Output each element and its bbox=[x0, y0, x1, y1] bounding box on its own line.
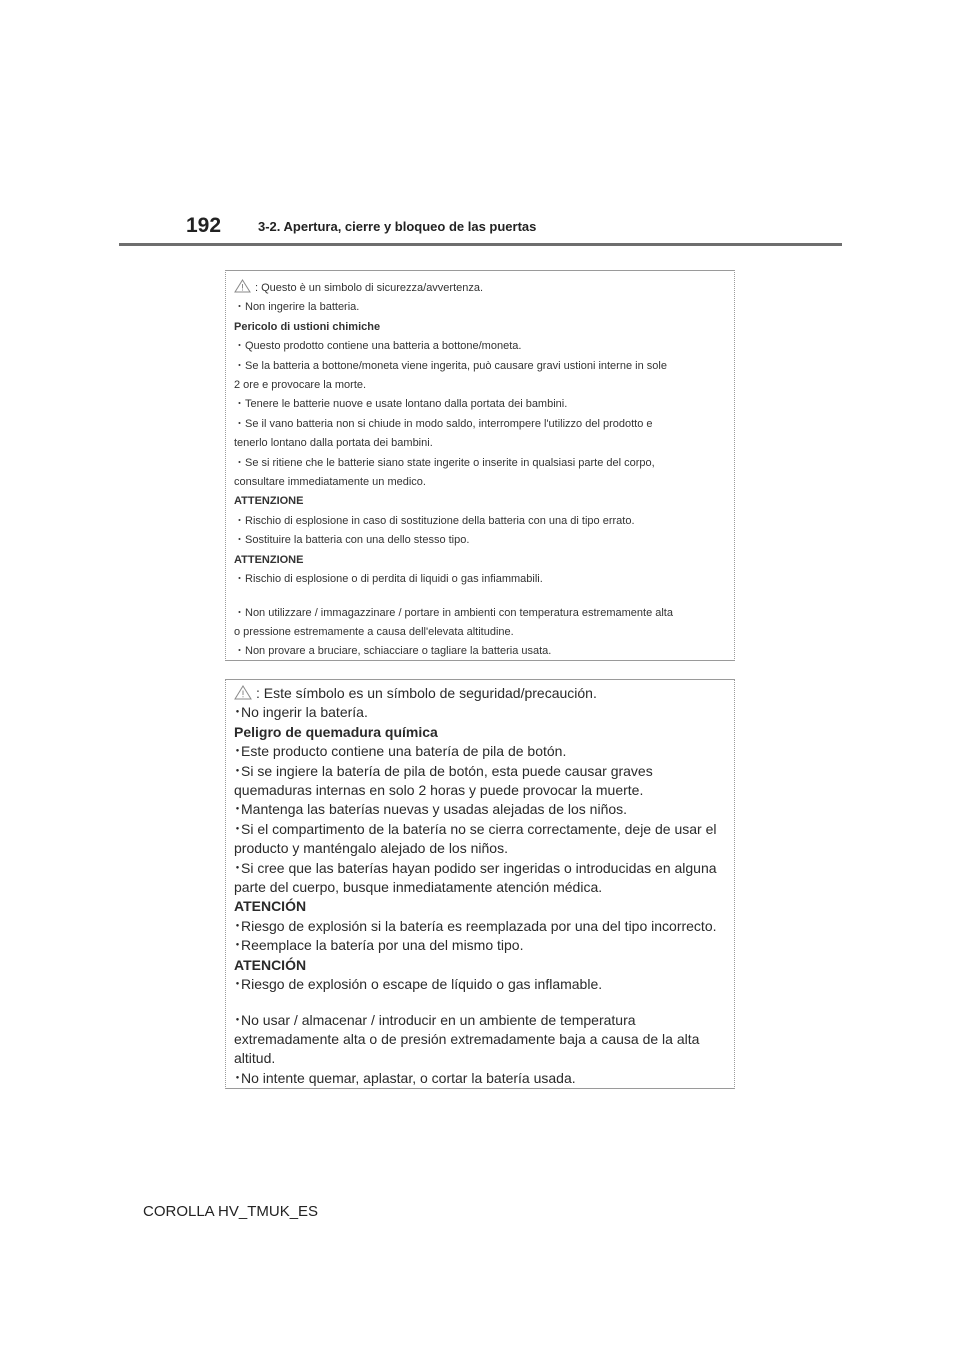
header-rule bbox=[119, 243, 842, 246]
warning-line: ･Si cree que las baterías hayan podido ser ingeridas o introducidas en alguna bbox=[234, 859, 717, 876]
warning-box-spanish bbox=[225, 679, 735, 1089]
warning-line: ・Se la batteria a bottone/moneta viene ingerita, può causare gravi ustioni interne in sole bbox=[234, 359, 667, 372]
page-number: 192 bbox=[186, 214, 222, 237]
warning-triangle-icon bbox=[234, 685, 252, 700]
footer-model-code: COROLLA HV_TMUK_ES bbox=[143, 1203, 319, 1220]
warning-line: ・Non utilizzare / immagazzinare / portare in ambienti con temperatura estremamente alta bbox=[234, 606, 673, 619]
warning-heading: ATENCIÓN bbox=[234, 956, 307, 973]
warning-line: consultare immediatamente un medico. bbox=[234, 476, 426, 489]
warning-line: ･Riesgo de explosión si la batería es reemplazada por una del tipo incorrecto. bbox=[234, 917, 717, 934]
warning-line: ･Reemplace la batería por una del mismo tipo. bbox=[234, 937, 524, 954]
warning-line: ･Si el compartimento de la batería no se cierra correctamente, deje de usar el bbox=[234, 820, 717, 837]
warning-line: ･No intente quemar, aplastar, o cortar la batería usada. bbox=[234, 1069, 576, 1086]
page-header bbox=[0, 0, 960, 250]
warning-heading: Pericolo di ustioni chimiche bbox=[234, 320, 381, 333]
warning-line: tenerlo lontano dalla portata dei bambini. bbox=[234, 437, 433, 450]
warning-line: extremadamente alta o de presión extremadamente baja a causa de la alta bbox=[234, 1030, 700, 1047]
warning-line: ･No usar / almacenar / introducir en un ambiente de temperatura bbox=[234, 1011, 636, 1028]
warning-heading: Peligro de quemadura química bbox=[234, 723, 438, 740]
warning-line: ・Non ingerire la batteria. bbox=[234, 301, 360, 314]
warning-line: ･Si se ingiere la batería de pila de botón, esta puede causar graves bbox=[234, 762, 653, 779]
warning-line: ・Rischio di esplosione in caso di sostituzione della batteria con una di tipo errato. bbox=[234, 514, 635, 527]
warning-line: ・Se il vano batteria non si chiude in modo saldo, interrompere l'utilizzo del prodotto e bbox=[234, 417, 653, 430]
warning-line: ・Se si ritiene che le batterie siano state ingerite o inserite in qualsiasi parte del corpo, bbox=[234, 456, 655, 469]
warning-symbol-line: : Questo è un simbolo di sicurezza/avvertenza. bbox=[234, 279, 726, 298]
warning-line: altitud. bbox=[234, 1050, 276, 1067]
spacer bbox=[234, 590, 726, 604]
warning-line: ･No ingerir la batería. bbox=[234, 704, 368, 721]
warning-symbol-line: : Este símbolo es un símbolo de seguridad/precaución. bbox=[234, 684, 726, 703]
warning-triangle-icon bbox=[234, 279, 251, 293]
warning-line: ・Non provare a bruciare, schiacciare o tagliare la batteria usata. bbox=[234, 645, 552, 658]
warning-box-italian bbox=[225, 270, 735, 661]
warning-line: ・Tenere le batterie nuove e usate lontano dalla portata dei bambini. bbox=[234, 398, 568, 411]
warning-heading: ATTENZIONE bbox=[234, 495, 304, 508]
section-title: 3-2. Apertura, cierre y bloqueo de las puertas bbox=[258, 219, 537, 234]
warning-line: ・Rischio di esplosione o di perdita di liquidi o gas infiammabili. bbox=[234, 573, 543, 586]
warning-line: ・Questo prodotto contiene una batteria a bottone/moneta. bbox=[234, 340, 522, 353]
warning-line: ・Sostituire la batteria con una dello stesso tipo. bbox=[234, 534, 470, 547]
warning-line: parte del cuerpo, busque inmediatamente atención médica. bbox=[234, 879, 603, 896]
warning-line: ･Este producto contiene una batería de pila de botón. bbox=[234, 743, 567, 760]
warning-line: ･Mantenga las baterías nuevas y usadas alejadas de los niños. bbox=[234, 801, 628, 818]
warning-line: producto y manténgalo alejado de los niños. bbox=[234, 840, 508, 857]
spacer bbox=[234, 995, 726, 1011]
warning-line: quemaduras internas en solo 2 horas y puede provocar la muerte. bbox=[234, 782, 644, 799]
warning-line: ･Riesgo de explosión o escape de líquido o gas inflamable. bbox=[234, 976, 603, 993]
warning-line: 2 ore e provocare la morte. bbox=[234, 379, 367, 392]
warning-heading: ATENCIÓN bbox=[234, 898, 307, 915]
warning-line: o pressione estremamente a causa dell'elevata altitudine. bbox=[234, 625, 514, 638]
warning-heading: ATTENZIONE bbox=[234, 553, 304, 566]
